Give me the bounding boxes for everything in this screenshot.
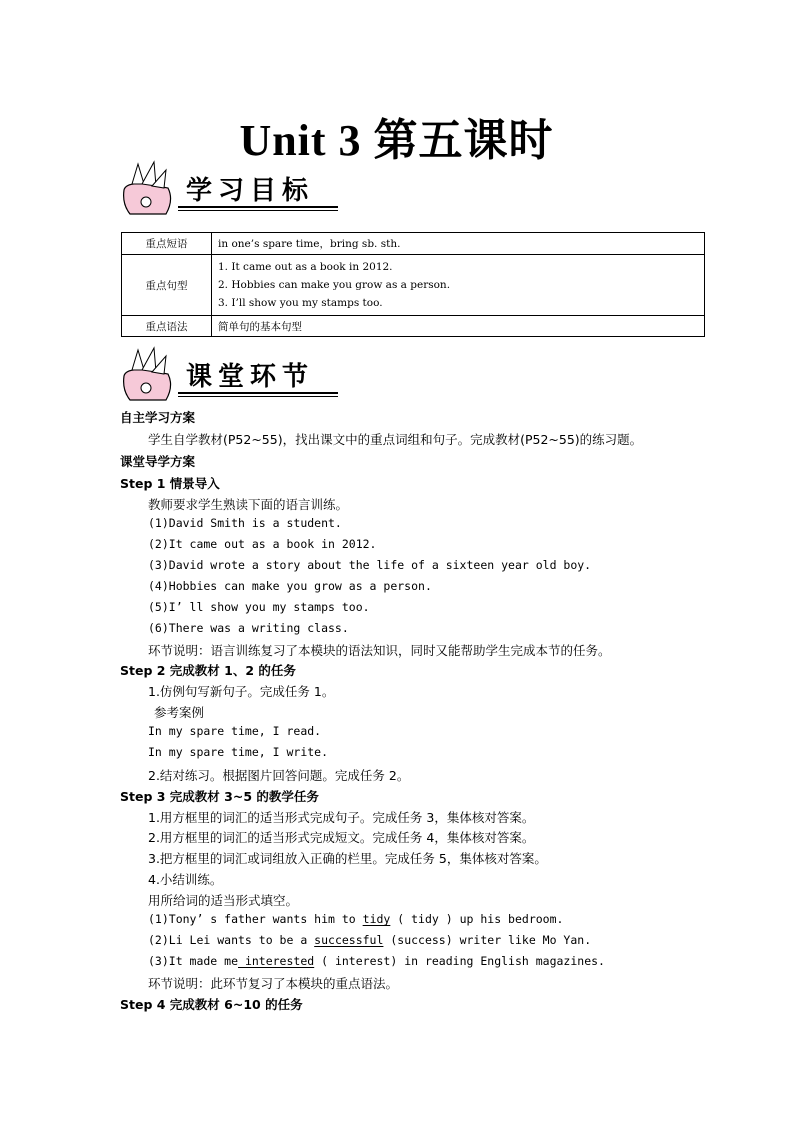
- self-study-title: 自主学习方案: [120, 410, 196, 425]
- list-item: 4.小结训练。: [148, 872, 223, 887]
- row-key: 重点短语: [122, 233, 212, 255]
- self-study-text: 学生自学教材(P52~55)，找出课文中的重点词组和句子。完成教材(P52~55)的练习题。: [148, 432, 643, 447]
- list-item: (6)There was a writing class.: [148, 621, 349, 635]
- row-key: 重点句型: [122, 255, 212, 316]
- page-title: Unit 3 第五课时: [239, 116, 554, 165]
- answer-1: tidy: [362, 912, 391, 926]
- list-item: (1)David Smith is a student.: [148, 516, 342, 530]
- list-item: (2)It came out as a book in 2012.: [148, 537, 377, 551]
- row-value: [212, 255, 705, 316]
- guide-title: 课堂导学方案: [120, 454, 196, 469]
- step1-intro: 教师要求学生熟读下面的语言训练。: [148, 497, 349, 512]
- step3-title: Step 3 完成教材 3~5 的教学任务: [120, 789, 319, 804]
- step3-note: 环节说明：此环节复习了本模块的重点语法。: [148, 976, 399, 991]
- fill-instruction: 用所给词的适当形式填空。: [148, 893, 299, 908]
- sentence-3: 3. I’ll show you my stamps too.: [218, 297, 383, 309]
- step1-title: Step 1 情景导入: [120, 476, 220, 491]
- row-key: 重点语法: [122, 316, 212, 337]
- pencil-cup-icon: [116, 160, 186, 218]
- example-sentence: In my spare time, I read.: [148, 724, 322, 738]
- table-row: [122, 316, 705, 337]
- banner-title: 课堂环节: [186, 362, 315, 392]
- step4-title: Step 4 完成教材 6~10 的任务: [120, 997, 303, 1012]
- sentence-2: 2. Hobbies can make you grow as a person.: [218, 279, 451, 291]
- example-sentence: In my spare time, I write.: [148, 745, 329, 759]
- sentence-1: 1. It came out as a book in 2012.: [218, 261, 393, 273]
- row-value: 简单句的基本句型: [212, 316, 705, 337]
- step2-task2: 2.结对练习。根据图片回答问题。完成任务 2。: [148, 768, 410, 783]
- goals-table: [121, 232, 705, 337]
- list-item: 2.用方框里的词汇的适当形式完成短文。完成任务 4，集体核对答案。: [148, 830, 535, 845]
- list-item: (4)Hobbies can make you grow as a person.: [148, 579, 432, 593]
- table-row: [122, 233, 705, 255]
- banner-title: 学习目标: [186, 176, 315, 206]
- exercise-3: (3)It made me interested ( interest) in reading English magazines.: [148, 954, 605, 968]
- list-item: 1.用方框里的词汇的适当形式完成句子。完成任务 3，集体核对答案。: [148, 810, 535, 825]
- exercise-2: (2)Li Lei wants to be a successful (success) writer like Mo Yan.: [148, 933, 592, 947]
- step2-reference: 参考案例: [154, 705, 205, 720]
- table-row: [122, 255, 705, 316]
- answer-2: successful: [314, 933, 384, 947]
- answer-3: interested: [238, 954, 315, 968]
- list-item: (3)David wrote a story about the life of a sixteen year old boy.: [148, 558, 592, 572]
- step1-note: 环节说明：语言训练复习了本模块的语法知识，同时又能帮助学生完成本节的任务。: [148, 643, 611, 658]
- list-item: (5)I’ ll show you my stamps too.: [148, 600, 370, 614]
- section-banner-goals: [116, 160, 338, 218]
- section-banner-class: [116, 346, 338, 404]
- exercise-1: (1)Tony’ s father wants him to tidy ( tidy ) up his bedroom.: [148, 912, 564, 926]
- step2-task1: 1.仿例句写新句子。完成任务 1。: [148, 684, 335, 699]
- list-item: 3.把方框里的词汇或词组放入正确的栏里。完成任务 5，集体核对答案。: [148, 851, 547, 866]
- row-value: in one’s spare time，bring sb. sth.: [212, 233, 705, 255]
- step2-title: Step 2 完成教材 1、2 的任务: [120, 663, 296, 678]
- pencil-cup-icon: [116, 346, 186, 404]
